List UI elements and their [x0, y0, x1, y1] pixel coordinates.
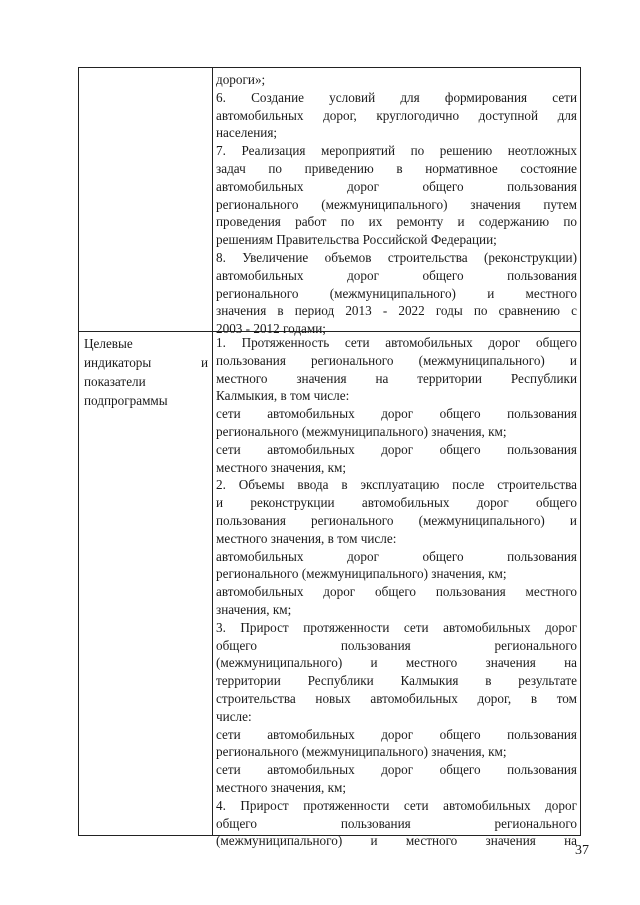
- text-line: местного значения, в том числе:: [216, 530, 397, 546]
- text-line: регионального (межмуниципального) и местного: [216, 285, 577, 301]
- text-line: Калмыкия, в том числе:: [216, 388, 350, 404]
- text-line: сети автомобильных дорог общего пользования: [216, 406, 577, 422]
- text-line: 1. Протяженность сети автомобильных дорог общего: [216, 335, 577, 350]
- text-line: решениям Правительства Российской Федерации;: [216, 232, 497, 248]
- text-line: 4. Прирост протяженности сети автомобильных дорог: [216, 797, 577, 813]
- text-line: регионального (межмуниципального) значения путем: [216, 196, 577, 212]
- text-line: пользования регионального (межмуниципального) и: [216, 512, 577, 528]
- text-line: территории Республики Калмыкия в результате: [216, 673, 577, 689]
- text-line: автомобильных дорог общего пользования: [216, 548, 577, 564]
- text-line: 8. Увеличение объемов строительства (реконструкции): [216, 249, 577, 265]
- text-line: местного значения, км;: [216, 779, 347, 795]
- text-line: (межмуниципального) и местного значения на: [216, 833, 577, 849]
- text-line: 7. Реализация мероприятий по решению неотложных: [216, 143, 577, 159]
- text-line: и реконструкции автомобильных дорог общего: [216, 495, 577, 511]
- text-line: регионального (межмуниципального) значения, км;: [216, 744, 507, 760]
- text-line: общего пользования регионального: [216, 637, 577, 653]
- text-line: местного значения на территории Республики: [216, 370, 577, 386]
- heading-line: подпрограммы: [84, 393, 168, 408]
- text-line: общего пользования регионального: [216, 815, 577, 831]
- text-line: 2003 - 2012 годами;: [216, 321, 326, 337]
- text-line: значения в период 2013 - 2022 годы по сравнению с: [216, 303, 577, 319]
- objectives-continuation-cell: [216, 71, 577, 338]
- text-line: автомобильных дорог, круглогодично доступной для: [216, 107, 577, 123]
- text-line: числе:: [216, 708, 252, 724]
- text-line: значения, км;: [216, 601, 292, 617]
- text-line: населения;: [216, 125, 278, 141]
- text-line: 6. Создание условий для формирования сети: [216, 89, 577, 105]
- indicators-list-cell: [216, 334, 577, 850]
- heading-line: показатели: [84, 374, 146, 389]
- text-line: сети автомобильных дорог общего пользования: [216, 726, 577, 742]
- text-line: сети автомобильных дорог общего пользования: [216, 441, 577, 457]
- text-line: строительства новых автомобильных дорог, в том: [216, 690, 577, 706]
- text-line: пользования регионального (межмуниципального) и: [216, 352, 577, 368]
- column-divider: [212, 68, 213, 835]
- text-line: сети автомобильных дорог общего пользования: [216, 762, 577, 778]
- text-line: дороги»;: [216, 72, 266, 87]
- text-line: 3. Прирост протяженности сети автомобильных дорог: [216, 619, 577, 635]
- text-line: автомобильных дорог общего пользования: [216, 178, 577, 194]
- text-line: (межмуниципального) и местного значения на: [216, 655, 577, 671]
- subprogram-table: [78, 67, 581, 849]
- text-line: регионального (межмуниципального) значения, км;: [216, 423, 507, 439]
- indicators-heading-cell: [84, 334, 208, 410]
- page-number: 37: [575, 843, 589, 858]
- text-line: 2. Объемы ввода в эксплуатацию после строительства: [216, 477, 577, 493]
- text-line: автомобильных дорог общего пользования местного: [216, 584, 577, 600]
- text-line: проведения работ по их ремонту и содержанию по: [216, 214, 577, 230]
- heading-line: Целевые: [84, 336, 133, 351]
- text-line: задач по приведению в нормативное состояние: [216, 160, 577, 176]
- text-line: автомобильных дорог общего пользования: [216, 267, 577, 283]
- heading-line: индикаторы и: [84, 355, 208, 370]
- text-line: местного значения, км;: [216, 459, 347, 475]
- text-line: регионального (межмуниципального) значения, км;: [216, 566, 507, 582]
